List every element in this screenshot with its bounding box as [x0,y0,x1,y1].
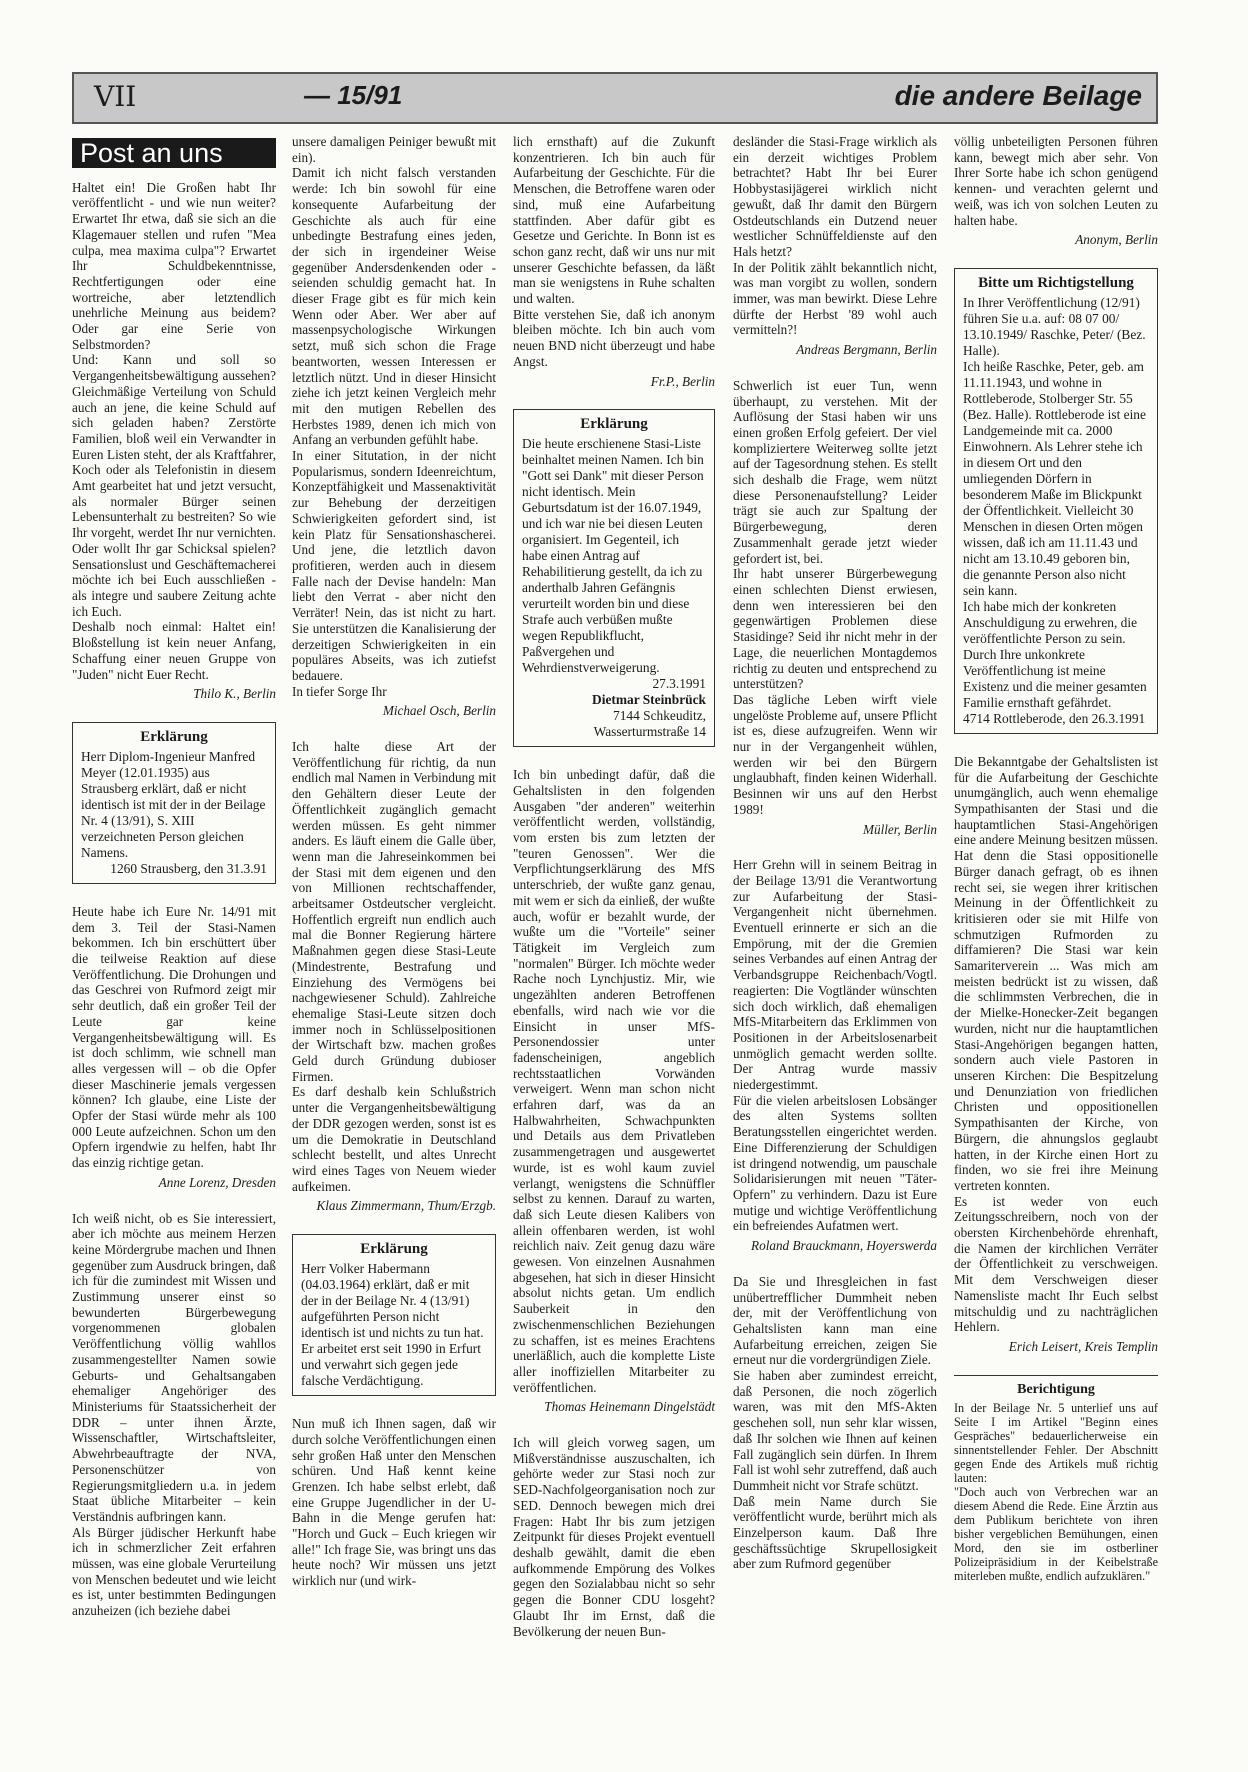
divider [954,1375,1158,1376]
publication-title: die andere Beilage [894,80,1142,111]
page-number: VII [94,80,137,113]
letter-signature: Thomas Heinemann Dingelstädt [544,1399,715,1415]
letter-paragraph: desländer die Stasi-Frage wirklich als ein derzeit wichtiges Problem betrachtet? Habt Ihr bei Eurer Hobbystasijägerei wirklich nicht gewußt, daß Ihr damit den Bürgern Ostdeutschlands ein Dutzend neuer westlicher Schnüffeldienste auf den Hals hetzt? [733,134,937,259]
box-title: Bitte um Richtigstellung [978,274,1134,291]
letter-signature: Erich Leisert, Kreis Templin [1008,1338,1158,1354]
page-header [72,72,1158,124]
letter-paragraph: Daß mein Name durch Sie veröffentlicht wurde, berührt mich als Einzelperson kaum. Daß Ihre geschäftssüchtige Skrupellosigkeit aber zum Rufmord gegenüber [733,1493,937,1572]
letter-signature: Müller, Berlin [863,821,937,837]
column-1 [72,134,276,1619]
box-text: Herr Diplom-Ingenieur Manfred Meyer (12.01.1935) aus Strausberg erklärt, daß er nicht identisch ist mit der in der Beilage Nr. 4 (13/91), S. XIII verzeichneten Person gleichen Namens. [81,748,266,860]
letter-paragraph: Sie haben aber zumindest erreicht, daß Personen, die noch zögerlich waren, was mit den MfS-Akten geschehen soll, nun sehr klar wissen, daß Ihr solchen wie Ihnen auf keinen Fall zugänglich sein dürfen. In Ihrem Fall ist wohl sehr zutreffend, daß auch Dummheit nicht vor Strafe schützt. [733,1368,937,1493]
letter-paragraph: Schwerlich ist euer Tun, wenn überhaupt, zu verstehen. Mit der Auflösung der Stasi haben wir uns einen großen Erfolg gefeiert. Der viel kompliziertere Weiterweg sollte jetzt auf der Tagesordnung stehen. Es stellt sich deshalb die Frage, wem nützt diese Personenaufstellung? Leider trägt sie auch zur Spaltung der Bürgerbewegung, deren Zusammenhalt gerade jetzt wieder gefordert ist, bei. [733,377,937,566]
declaration-box [72,722,276,884]
letter-signature: Anne Lorenz, Dresden [158,1174,276,1190]
letter-paragraph: Es ist weder von euch Zeitungsschreibern, noch von der obersten Kirchenbehörde ehrenhaft, die Namen der kirchlichen Verräter der Öffentlichkeit zu verschweigen. Mit dem Verschweigen dieser Namensliste macht Ihr Euch selbst mitschuldig und zu nachträglichen Hehlern. [954,1193,1158,1335]
letter-paragraph: Ich bin unbedingt dafür, daß die Gehaltslisten in den folgenden Ausgaben "der anderen" weiterhin veröffentlicht werden, vollständig, vom ersten bis zum letzten der "teuren Genossen". Wer die Verpflichtungserklärung des MfS unterschrieb, der wußte ganz genau, mit wem er sich da einließ, der wußte auch, wofür er bezahlt wurde, der wußte um die "Vorteile" seiner Tätigkeit im Vergleich zum "normalen" Bürger. Ich möchte weder Rache noch Lynchjustiz. Mir, wie ungezählten anderen Betroffenen ebenfalls, wird nach wie vor die Einsicht in unser MfS-Personendossier unter fadenscheinigen, angeblich rechtsstaatlichen Vorwänden verweigert. Wenn man schon nicht erfahren darf, was da an Halbwahrheiten, Schwachpunkten und Details aus dem Privatleben zusammengetragen und ausgewertet wurde, ist es wohl kaum zuviel verlangt, wenigstens die Schnüffler selbst zu kennen. Darauf zu warten, daß sich Leute diesen Kalibers von allein offenbaren werden, ist wohl reichlich naiv. Zeit genug dazu wäre gewesen. Von einzelnen Ausnahmen abgesehen, hat sich in dieser Hinsicht absolut nichts getan. Um endlich Sauberkeit in den zwischenmenschlichen Beziehungen zu schaffen, ist es meines Erachtens unerläßlich, auch die komplette Liste aller inoffiziellen Mitarbeiter zu veröffentlichen. [513,767,715,1395]
letter-paragraph: Für die vielen arbeitslosen Lobsänger des alten Systems sollten Beratungsstellen eingerichtet werden. Eine Differenzierung der Schuldigen ist dringend notwendig, um pauschale Solidarisierungen mit neuen "Täter-Opfern" zu verhindern. Dazu ist Eure mutige und wichtige Veröffentlichung ein befreiendes Aufatmen wert. [733,1092,937,1234]
letter-signature: Michael Osch, Berlin [382,703,496,719]
box-title: Erklärung [140,728,208,745]
letter-paragraph: Die Bekanntgabe der Gehaltslisten ist für die Aufarbeitung der Geschichte unumgänglich, auch wenn ehemalige Sympathisanten der Stasi und die hauptamtlichen Stasi-Angehörigen eine andere Meinung besitzen müssen. Hat denn die Stasi oppositionelle Bürger danach gefragt, ob es ihnen recht sei, sie wegen ihrer kritischen Meinung in der Öffentlichkeit zu kritisieren oder sie mit Hilfe von schmutzigen Rufmorden zu diffamieren? Die Stasi war kein Samariterverein ... Was mich am meisten bedrückt ist zu wissen, daß die schlimmsten Verbrechen, die in der Mielke-Honecker-Zeit begangen wurden, nicht nur die hauptamtlichen Stasi-Angehörigen begangen hatten, sondern auch viele Pastoren in unseren Kirchen: Die Bespitzelung und Denunziation von friedlichen Christen und oppositionellen Sympathisanten der Kirche, von Bürgern, die ahnungslos geglaubt hatten, in der Kirche einen Hort zu finden, wo sie frei ihre Meinung vertreten konnten. [954,753,1158,1193]
declaration-box [513,409,715,747]
correction-quote: "Doch auch von Verbrechen war an diesem Abend die Rede. Eine Ärztin aus dem Publikum berichtete von ihren bisher vergeblichen Bemühungen, einen Mord, den sie im ostberliner Polizeipräsidium in der Keibelstraße miterleben mußte, endlich aufzuklären." [954,1485,1158,1584]
letter-paragraph: Das tägliche Leben wirft viele ungelöste Probleme auf, unsere Pflicht ist es, diese aufzugreifen. Wenn wir nur in der Vergangenheit wühlen, werden wir bei den Bürgern unglaubhaft, finden keinen Widerhall. Besinnen wir uns auf den Herbst 1989! [733,691,937,817]
letter-paragraph: Herr Grehn will in seinem Beitrag in der Beilage 13/91 die Verantwortung zur Aufarbeitung der Stasi-Vergangenheit nicht übernehmen. Eventuell erinnerte er sich an die Empörung, mit der die Gremien seines Verbandes auf einen Antrag der Verbandsgruppe Reichenbach/Vogtl. reagierten: Die Vogtländer wünschten sich doch wirklich, daß ehemaligen MfS-Mitarbeitern das Erklimmen von Positionen in der Arbeitslosenarbeit unmöglich gemacht werden sollte. Der Antrag wurde massiv niedergestimmt. [733,857,937,1093]
letter-paragraph: Damit ich nicht falsch verstanden werde: Ich bin sowohl für eine konsequente Aufarbeitung der Geschichte als auch für eine unbedingte Bestrafung eines jeden, der sich in irgendeiner Weise gegenüber Andersdenkenden oder -seienden schuldig gemacht hat. In dieser Frage gibt es für mich kein Wenn oder Aber. Wer aber auf massenpsychologische Wirkungen setzt, muß sich schon die Frage beantworten, wessen Interessen er letztlich nützt. Und in dieser Hinsicht ziehe ich jetzt keinen Vergleich mehr mit den mutigen Rebellen des Herbstes 1989, denen ich mich von Anfang an verbunden gefühlt habe. [292,165,496,448]
letter-paragraph: Und: Kann und soll so Vergangenheitsbewältigung aussehen? Gleichmäßige Verteilung von Schuld auch an jene, die keine Schuld auf sich geladen haben? Zerstörte Familien, bloß weil ein Verwandter in Euren Listen steht, der als Kraftfahrer, Koch oder als Telefonistin in diesem Amt gearbeitet hat und jetzt versucht, als normaler Bürger seinen Lebensunterhalt zu bestreiten? So wie Ihr vorgeht, werdet Ihr nur vernichten. Oder wollt Ihr gar Schicksal spielen? Sensationslust und Geschäftemacherei möchte ich bei Euch ausschließen - als integre und saubere Zeitung achte ich Euch. [72,352,276,619]
box-text: In Ihrer Veröffentlichung (12/91) führen Sie u.a. auf: 08 07 00/ 13.10.1949/ Raschke, Peter/ (Bez. Halle). [963,294,1146,358]
letter-paragraph: völlig unbeteiligten Personen führen kann, bewegt mich aber sehr. Von Ihrer Sorte habe ich schon genügend kennen- und verachten gelernt und weiß, was ich von solchen Leuten zu halten habe. [954,134,1158,228]
box-text: Ich heiße Raschke, Peter, geb. am 11.11.1943, und wohne in Rottleberode, Stolberger Str. 55 (Bez. Halle). Rottleberode ist eine Landgemeinde mit ca. 2000 Einwohnern. Als Lehrer stehe ich in diesem Ort und den umliegenden Dörfern in besonderem Maße im Blickpunkt der Öffentlichkeit. Vielleicht 30 Menschen in diesen Orten mögen wissen, daß ich am 11.11.43 und nicht am 13.10.49 geboren bin, die genannte Person also nicht sein kann. [963,358,1146,598]
column-5 [954,134,1158,1583]
letter-paragraph: Ihr habt unserer Bürgerbewegung einen schlechten Dienst erwiesen, denn wen interessieren bei den gegenwärtigen Problemen diese Stasidinge? Seid ihr nicht mehr in der Lage, die neuerlichen Montagdemos richtig zu deuten und entsprechend zu unterstützen? [733,566,937,692]
box-address: 7144 Schkeuditz, [613,708,706,724]
letter-signature: Roland Brauckmann, Hoyerswerda [751,1238,937,1254]
letter-paragraph: Heute habe ich Eure Nr. 14/91 mit dem 3. Teil der Stasi-Namen bekommen. Ich bin erschüttert über die teilweise Reaktion auf diese Veröffentlichung. Die Drohungen und das Geschrei von Rufmord zeigt mir sehr deutlich, daß ein großer Teil der Leute gar keine Vergangenheitsbewältigung will. Es ist doch schlimm, wie schnell man alles vergessen will – ob die Opfer dieser Maschinerie jemals vergessen können? Ich glaube, eine Liste der Opfer der Stasi würde mehr als 100 000 Leute aufzeichnen. Schon um den Opfern irgendwie zu helfen, habt Ihr das einzig richtige getan. [72,903,276,1171]
letter-signature: Klaus Zimmermann, Thum/Erzgb. [316,1198,496,1214]
letter-paragraph: lich ernsthaft) auf die Zukunft konzentrieren. Ich bin auch für Aufarbeitung der Geschichte. Für die Menschen, die Betroffene waren oder sind, muß eine Aufarbeitung stattfinden. Aber dafür gibt es Gesetze und Gerichte. In Bonn ist es schon ganz recht, daß wir uns nur mit unserer Geschichte befassen, da läßt man sie wenigstens in Ruhe schalten und walten. [513,134,715,307]
box-name: Dietmar Steinbrück [592,692,706,708]
box-text: Ich habe mich der konkreten Anschuldigung zu erwehren, die veröffentlichte Person zu sein. Durch Ihre unkonkrete Veröffentlichung ist meine Existenz und die meiner gesamten Familie ernsthaft gefährdet. [963,598,1147,710]
correction-title: Berichtigung [1017,1381,1095,1397]
issue-number: — 15/91 [304,80,403,110]
letter-paragraph: Ich halte diese Art der Veröffentlichung für richtig, da nun endlich mal Namen in Verbindung mit den Gehältern dieser Leute der Öffentlichkeit zugänglich gemacht werden müssen. Es geht nimmer anders. Es läuft einem die Galle über, wenn man die Jahreseinkommen bei der Stasi mit dem eigenen und den von Millionen rechtschaffender, arbeitsamer Ostdeutscher vergleicht. Hoffentlich ergreift nun endlich auch mal die Bonner Regierung härtere Maßnahmen gegen diese Stasi-Leute (Mindestrente, Bestrafung und Einziehung des Vermögens bei nachgewiesener Schuld). Zahlreiche ehemalige Stasi-Leute sitzen doch immer noch in Schlüsselpositionen der Wirtschaft bzw. machen großes Geld durch Gründung dubioser Firmen. [292,739,496,1084]
letter-signature: Fr.P., Berlin [650,373,715,389]
letter-signature: Thilo K., Berlin [193,686,276,702]
letter-signature: Anonym, Berlin [1075,232,1158,248]
correction-request-box [954,268,1158,734]
column-2 [292,134,496,1589]
section-title: Post an uns [72,138,276,168]
box-place: 4714 Rottleberode, den 26.3.1991 [963,710,1146,726]
column-4 [733,134,937,1572]
column-3 [513,134,715,1639]
letter-paragraph: In tiefer Sorge Ihr [292,683,387,699]
letter-paragraph: Nun muß ich Ihnen sagen, daß wir durch solche Veröffentlichungen einen sehr großen Haß unter den Menschen schüren. Und Haß kennt keine Grenzen. Ich habe selbst erlebt, daß eine Gruppe Jugendlicher in der U-Bahn in die Menge gerufen hat: "Horch und Guck – Euch kriegen wir alle!" Ich frage Sie, was bringt uns das heute noch? Wir müssen uns jetzt wirklich nur (und wirk- [292,1416,496,1589]
correction-text: In der Beilage Nr. 5 unterlief uns auf Seite I im Artikel "Beginn eines Gespräches" bedauerlicherweise ein sinnentstellender Fehler. Der Abschnitt gegen Ende des Artikels muß richtig lauten: [954,1401,1158,1486]
letter-paragraph: unsere damaligen Peiniger bewußt mit ein). [292,134,496,165]
box-text: Herr Volker Habermann (04.03.1964) erklärt, daß er mit der in der Beilage Nr. 4 (13/91) aufgeführten Person nicht identisch ist und nichts zu tun hat. Er arbeitet erst seit 1990 in Erfurt und verwahrt sich gegen jede falsche Verdächtigung. [301,1261,484,1389]
letter-paragraph: Ich weiß nicht, ob es Sie interessiert, aber ich möchte aus meinem Herzen keine Mördergrube machen und Ihnen gegenüber zum Ausdruck bringen, daß ich für die zumindest mit Wissen und Zustimmung unserer einst so bewunderten Bürgerbewegung vorgenommenen globalen Veröffentlichung völlig wahllos zusammengestellter Namen sowie Geburts- und Gehaltsangaben ehemaliger Angehöriger des Ministeriums für Staatssicherheit der DDR – unter ihnen Ärzte, Wissenschaftler, Wirtschaftsleiter, Abwehrbeauftragte der NVA, Personenschützer von Regierungsmitgliedern u.a. in jedem Staat übliche Mitarbeiter – kein Verständnis aufbringen kann. [72,1210,276,1524]
letter-paragraph: Als Bürger jüdischer Herkunft habe ich in schmerzlicher Zeit erfahren müssen, was eine globale Verurteilung von Menschen bedeutet und wie leicht es ist, unter bestimmten Bedingungen anzuheizen (ich beziehe dabei [72,1524,276,1619]
letter-signature: Andreas Bergmann, Berlin [796,342,937,358]
box-title: Erklärung [360,1241,428,1258]
box-text: Die heute erschienene Stasi-Liste beinhaltet meinen Namen. Ich bin "Gott sei Dank" mit dieser Person nicht identisch. Mein Geburtsdatum ist der 16.07.1949, und ich war nie bei diesen Leuten organisiert. Im Gegenteil, ich habe einen Antrag auf Rehabilitierung gestellt, da ich zu anderthalb Jahren Gefängnis verurteilt worden bin und diese Strafe auch verbüßen mußte wegen Republikflucht, Paßvergehen und Wehrdienstverweigerung. [522,436,704,676]
letter-paragraph: Haltet ein! Die Großen habt Ihr veröffentlicht - und wie nun weiter? Erwartet Ihr etwa, daß sie sich an die Klagemauer stellen und rufen "Mea culpa, mea maxima culpa"? Erwartet Ihr Schuldbekenntnisse, Rechtfertigungen oder eine wortreiche, aber letztendlich unehrliche Meinung aus beidem? Oder gar eine Serie von Selbstmorden? [72,179,276,352]
declaration-box [292,1234,496,1396]
letter-paragraph: Deshalb noch einmal: Haltet ein! Bloßstellung ist kein neuer Anfang, Schaffung einer neuen Gruppe von "Juden" nicht Euer Recht. [72,619,276,682]
box-address: Wasserturmstraße 14 [593,724,706,740]
box-title: Erklärung [580,416,648,433]
box-place: 1260 Strausberg, den 31.3.91 [110,860,267,876]
box-date: 27.3.1991 [652,676,706,692]
letter-paragraph: Ich will gleich vorweg sagen, um Mißverständnisse auszuschalten, ich gehörte weder zur Stasi noch zur SED-Nachfolgeorganisation noch zur SED. Dennoch bewegen mich drei Fragen: Habt Ihr bis zum jetzigen Zeitpunkt für dieses Projekt eventuell deshalb gewählt, damit die eben aufkommende Empörung des Volkes gegen den Sozialabbau nicht so sehr gegen die Bonner CDU losgeht? Glaubt Ihr im Ernst, daß die Bevölkerung der neuen Bun- [513,1435,715,1639]
letter-paragraph: Da Sie und Ihresgleichen in fast unübertrefflicher Dummheit neben der, mit der Veröffentlichung von Gehaltslisten kann man eine Aufarbeitung erreichen, zeigen Sie erneut nur die vordergründigen Ziele. [733,1273,937,1368]
letter-paragraph: In der Politik zählt bekanntlich nicht, was man vorgibt zu wollen, sondern immer, was man bewirkt. Diese Lehre dürfte der Herbst '89 wohl auch vermitteln?! [733,259,937,338]
letter-paragraph: In einer Situtation, in der nicht Popularismus, sondern Ideenreichtum, Konzeptfähigkeit und Massenaktivität zur Behebung der derzeitigen Schwierigkeiten gefordert sind, ist kein Platz für Sensationshascherei. Und jene, die letztlich davon profitieren, werden auch in diesem Falle nach der Devise handeln: Man liebt den Verrat - aber nicht den Verräter! Nein, das ist nicht zu hart. Sie unterstützen die Kanalisierung der derzeitigen Schwierigkeiten in ein populäres Abseits, was ich zutiefst bedauere. [292,448,496,683]
letter-paragraph: Bitte verstehen Sie, daß ich anonym bleiben möchte. Ich bin auch vom neuen BND nicht überzeugt und habe Angst. [513,306,715,369]
letter-paragraph: Es darf deshalb kein Schlußstrich unter die Vergangenheitsbewältigung der DDR gezogen werden, sonst ist es um die Demokratie in Deutschland schlecht bestellt, und altes Unrecht wird eines Tages von Neuem wieder aufkeimen. [292,1084,496,1194]
